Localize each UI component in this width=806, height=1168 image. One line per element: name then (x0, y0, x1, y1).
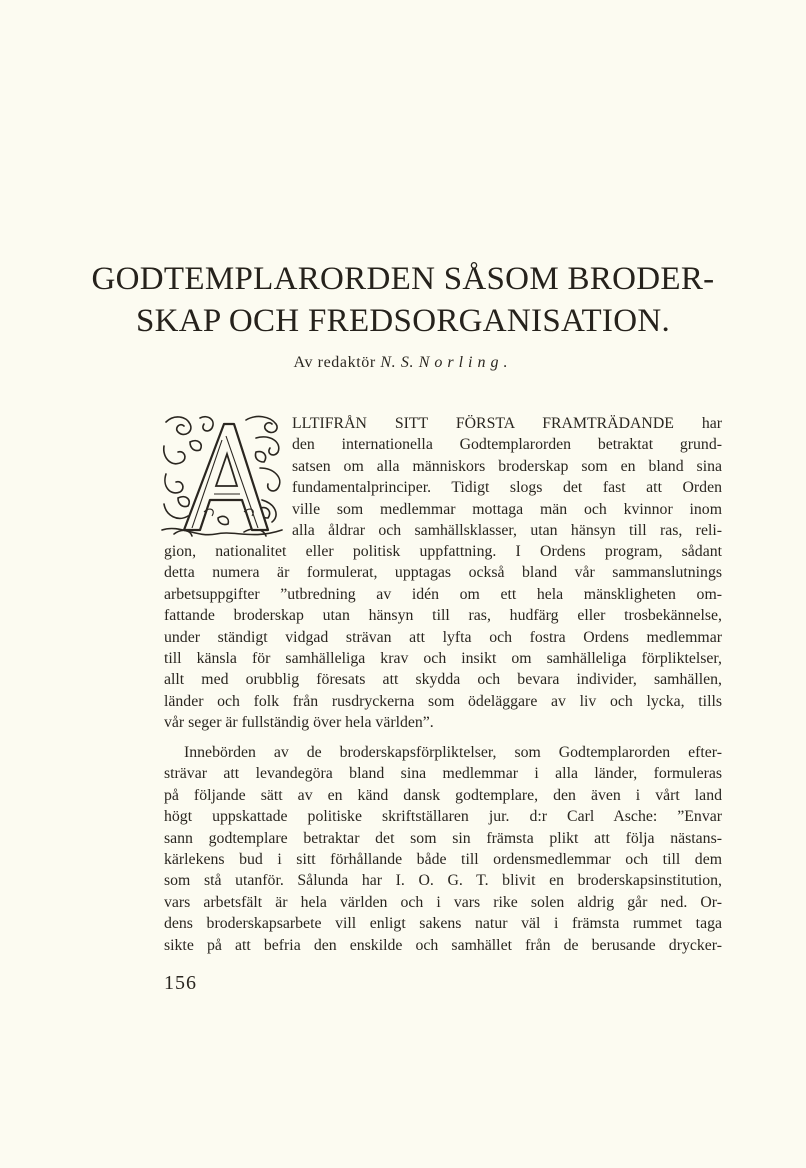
text-line: detta numera är formulerat, upptagas också bland vår sammanslutnings (164, 564, 722, 582)
text-line: allt med orubblig föresats att skydda och bevara individer, samhällen, (164, 671, 722, 689)
text-line: som stå utanför. Sålunda har I. O. G. T. blivit en broderskapsinstitution, (164, 872, 722, 890)
text-line: fattande broderskap utan hänsyn till ras, hudfärg eller trosbekännelse, (164, 607, 722, 625)
text-line: kärlekens bud i sitt förhållande både till ordensmedlemmar och till dem (164, 851, 722, 869)
paragraph-1-opening (292, 413, 722, 541)
text-line: länder och folk från rusdryckerna som ödeläggare av liv och lycka, tills (164, 692, 722, 710)
text-line: ville som medlemmar mottaga män och kvinnor inom (292, 500, 722, 518)
text-line: den internationella Godtemplarorden betraktat grund- (292, 436, 722, 454)
paragraph-1-body (164, 541, 722, 734)
byline-surname: Norling. (418, 354, 513, 371)
byline-initials: N. S. (380, 354, 415, 371)
text-line: på följande sätt av en känd dansk godtemplare, den även i vårt land (164, 786, 722, 804)
ornamental-initial-a-icon (160, 412, 288, 544)
page-number: 156 (164, 972, 197, 994)
text-line: dens broderskapsarbete vill enligt sakens natur väl i främsta rummet taga (164, 915, 722, 933)
title-line-1: GODTEMPLARORDEN SÅSOM BRODER- (91, 261, 715, 297)
text-line: sann godtemplare betraktar det som sin främsta plikt att följa nästans- (164, 829, 722, 847)
text-line: gion, nationalitet eller politisk uppfattning. I Ordens program, sådant (164, 543, 722, 560)
text-line: under ständigt vidgad strävan att lyfta och fostra Ordens medlemmar (164, 628, 722, 646)
text-line: arbetsuppgifter ”utbredning av idén om ett hela mänskligheten om- (164, 585, 722, 603)
text-line: alla åldrar och samhällsklasser, utan hänsyn till ras, reli- (292, 522, 722, 540)
text-line: vår seger är fullständig över hela världen”. (164, 714, 434, 732)
text-line: satsen om alla människors broderskap som en bland sina (292, 457, 722, 475)
text-line: sikte på att befria den enskilde och samhället från de berusande drycker- (164, 936, 722, 954)
text-line: fundamentalprinciper. Tidigt slogs det fast att Orden (292, 479, 722, 497)
paragraph-2 (164, 742, 722, 956)
text-line: till känsla för samhälleliga krav och insikt om samhälleliga förpliktelser, (164, 650, 722, 668)
byline-prefix: Av redaktör (293, 354, 376, 371)
byline (0, 354, 806, 372)
article-title (0, 258, 806, 342)
text-line: Innebörden av de broderskapsförpliktelser, som Godtemplarorden efter- (184, 744, 722, 761)
text-line: högt uppskattade politiske skriftställaren jur. d:r Carl Asche: ”Envar (164, 808, 722, 826)
text-line: LLTIFRÅN SITT FÖRSTA FRAMTRÄDANDE har (292, 415, 722, 432)
title-line-2: SKAP OCH FREDSORGANISATION. (135, 303, 671, 339)
text-line: vars arbetsfält är hela världen och i vars rike solen aldrig går ned. Or- (164, 893, 722, 911)
text-line: strävar att levandegöra bland sina medlemmar i alla länder, formuleras (164, 765, 722, 783)
